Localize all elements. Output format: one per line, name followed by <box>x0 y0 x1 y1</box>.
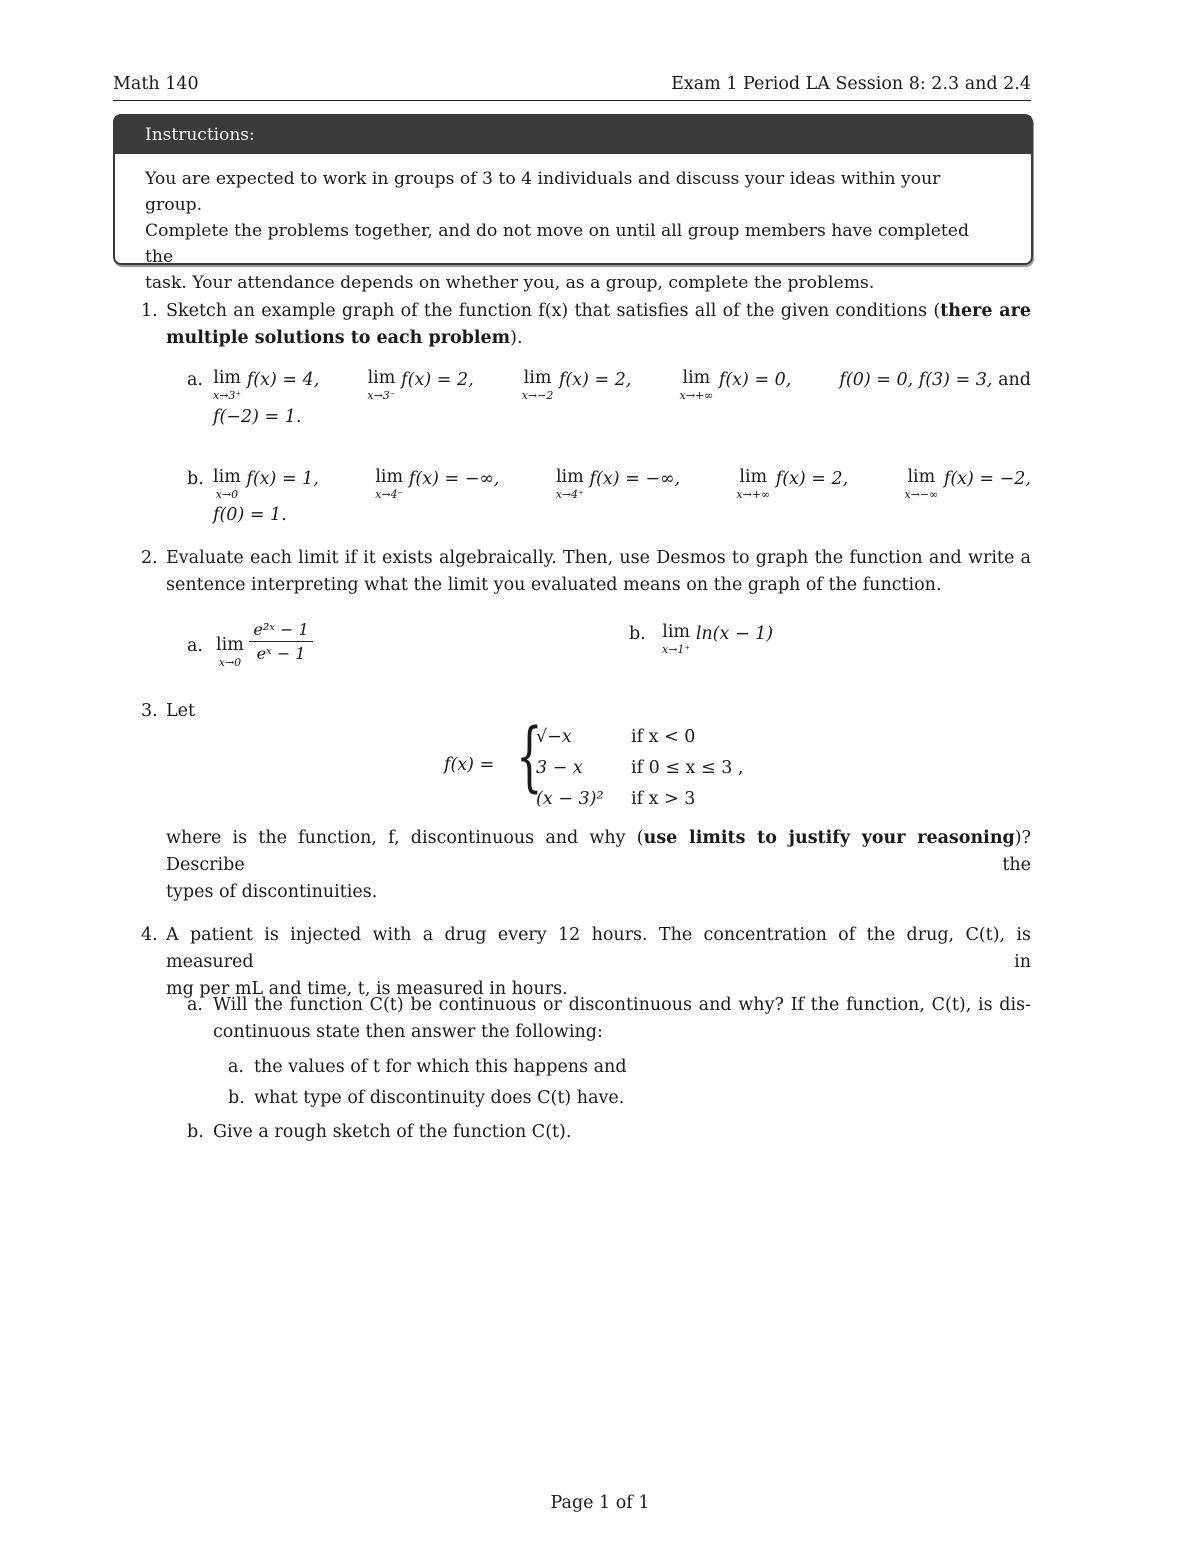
q4a-sub-a-text: the values of t for which this happens and <box>254 1057 627 1077</box>
q4-number: 4. <box>141 925 158 945</box>
q1b-condition-1: lim x→0 f(x) = 1, <box>213 467 319 501</box>
q3-function-lhs: f(x) = <box>444 755 495 775</box>
q4a-sub-b-text: what type of discontinuity does C(t) have. <box>254 1088 625 1108</box>
q4-line-2: mg per mL and time, t, is measured in hours. <box>166 979 568 999</box>
q3-question <box>166 825 1031 906</box>
q4a-text <box>213 992 1031 1046</box>
lim-operator: lim x→0 <box>213 467 241 501</box>
page-header <box>113 74 1031 101</box>
lim-operator: lim x→−∞ <box>904 467 939 501</box>
q3-line-1: where is the function, f, discontinuous and why (use limits to justify your reasoning)? Describe the <box>166 828 1031 875</box>
case-row: (x − 3)² if x > 3 <box>536 789 696 809</box>
q2-line-1: Evaluate each limit if it exists algebraically. Then, use Desmos to graph the function and write a <box>166 548 1031 568</box>
q4b-label: b. <box>187 1122 204 1142</box>
q1-line-1-text: Sketch an example graph of the function f(x) that satisfies all of the given conditions ( <box>166 301 941 321</box>
lim-operator: lim x→4⁺ <box>555 467 584 501</box>
exam-title: Exam 1 Period LA Session 8: 2.3 and 2.4 <box>671 74 1031 94</box>
q1-line-2 <box>166 325 1031 352</box>
lim-operator: lim x→+∞ <box>679 368 714 402</box>
q3-let: Let <box>166 701 196 721</box>
left-brace: { <box>516 711 543 800</box>
numerator: e²ˣ − 1 <box>249 620 312 642</box>
q1-line-2-text: ). <box>510 328 523 348</box>
q1b-condition-4: lim x→+∞ f(x) = 2, <box>736 467 849 501</box>
q4a-sub-a-label: a. <box>228 1057 244 1077</box>
lim-operator: lim x→1⁺ <box>662 622 691 656</box>
case-row: 3 − x if 0 ≤ x ≤ 3 , <box>536 758 744 778</box>
q1b-condition-2: lim x→4⁻ f(x) = −∞, <box>375 467 500 501</box>
q2b-expression <box>662 624 773 655</box>
q4-line-1: A patient is injected with a drug every 12 hours. The concentration of the drug, C(t), is measured in <box>166 925 1031 972</box>
q4a-line-2: continuous state then answer the following: <box>213 1022 603 1042</box>
q1-text <box>166 298 1031 352</box>
q4a-label: a. <box>187 995 203 1015</box>
q1a-conditions <box>213 370 1031 401</box>
q1a-label: a. <box>187 370 203 390</box>
q1b-conditions <box>213 469 1031 500</box>
instructions-line-2: Complete the problems together, and do not move on until all group members have completed the <box>145 221 969 267</box>
q1a-condition-1: lim x→3⁺ f(x) = 4, <box>213 368 320 402</box>
q1b-condition-5: lim x→−∞ f(x) = −2, <box>904 467 1031 501</box>
q1a-condition-5: f(0) = 0, f(3) = 3, and <box>839 370 1031 390</box>
q3-number: 3. <box>141 701 158 721</box>
lim-operator: lim x→4⁻ <box>375 467 404 501</box>
q4a-line-1: Will the function C(t) be continuous or discontinuous and why? If the function, C(t), is dis- <box>213 995 1031 1015</box>
q1-number: 1. <box>141 301 158 321</box>
q2-line-2: sentence interpreting what the limit you evaluated means on the graph of the function. <box>166 575 942 595</box>
q1-line-1 <box>166 298 1031 325</box>
lim-operator: lim x→+∞ <box>736 467 771 501</box>
page-footer: Page 1 of 1 <box>550 1493 650 1513</box>
case-row: √−x if x < 0 <box>536 727 696 747</box>
q2-text <box>166 545 1031 599</box>
q2b-label: b. <box>629 624 646 644</box>
instructions-body <box>115 154 1031 296</box>
q1b-label: b. <box>187 469 204 489</box>
q4a-sub-b-label: b. <box>228 1088 245 1108</box>
q3-line-2: types of discontinuities. <box>166 882 378 902</box>
q1a-condition-3: lim x→−2 f(x) = 2, <box>521 368 632 402</box>
q4-text <box>166 922 1031 1003</box>
instructions-line-1: You are expected to work in groups of 3 to 4 individuals and discuss your ideas within your group. <box>145 169 941 215</box>
q1b-line-2: f(0) = 1. <box>213 505 287 525</box>
instructions-title: Instructions: <box>115 116 1031 154</box>
q2a-expression <box>216 620 313 668</box>
q1a-condition-4: lim x→+∞ f(x) = 0, <box>679 368 792 402</box>
q3-cases <box>536 722 796 815</box>
instructions-line-3: task. Your attendance depends on whether you, as a group, complete the problems. <box>145 273 875 293</box>
lim-operator: lim x→3⁻ <box>367 368 396 402</box>
q1-line-1-bold: there are <box>940 301 1031 321</box>
q4b-text: Give a rough sketch of the function C(t). <box>213 1122 572 1142</box>
q2a-label: a. <box>187 636 203 656</box>
instructions-box <box>113 114 1033 293</box>
q1b-condition-3: lim x→4⁺ f(x) = −∞, <box>555 467 681 501</box>
q1a-line-2: f(−2) = 1. <box>213 407 302 427</box>
denominator: eˣ − 1 <box>256 644 306 663</box>
lim-operator: lim x→3⁺ <box>213 368 242 402</box>
lim-operator: lim x→0 <box>216 635 244 669</box>
lim-operator: lim x→−2 <box>521 368 554 402</box>
q1a-condition-2: lim x→3⁻ f(x) = 2, <box>367 368 474 402</box>
q2b-function: ln(x − 1) <box>695 624 774 644</box>
q2-number: 2. <box>141 548 158 568</box>
fraction <box>249 620 312 663</box>
course-name: Math 140 <box>113 74 199 94</box>
q1-line-2-bold: multiple solutions to each problem <box>166 328 511 348</box>
